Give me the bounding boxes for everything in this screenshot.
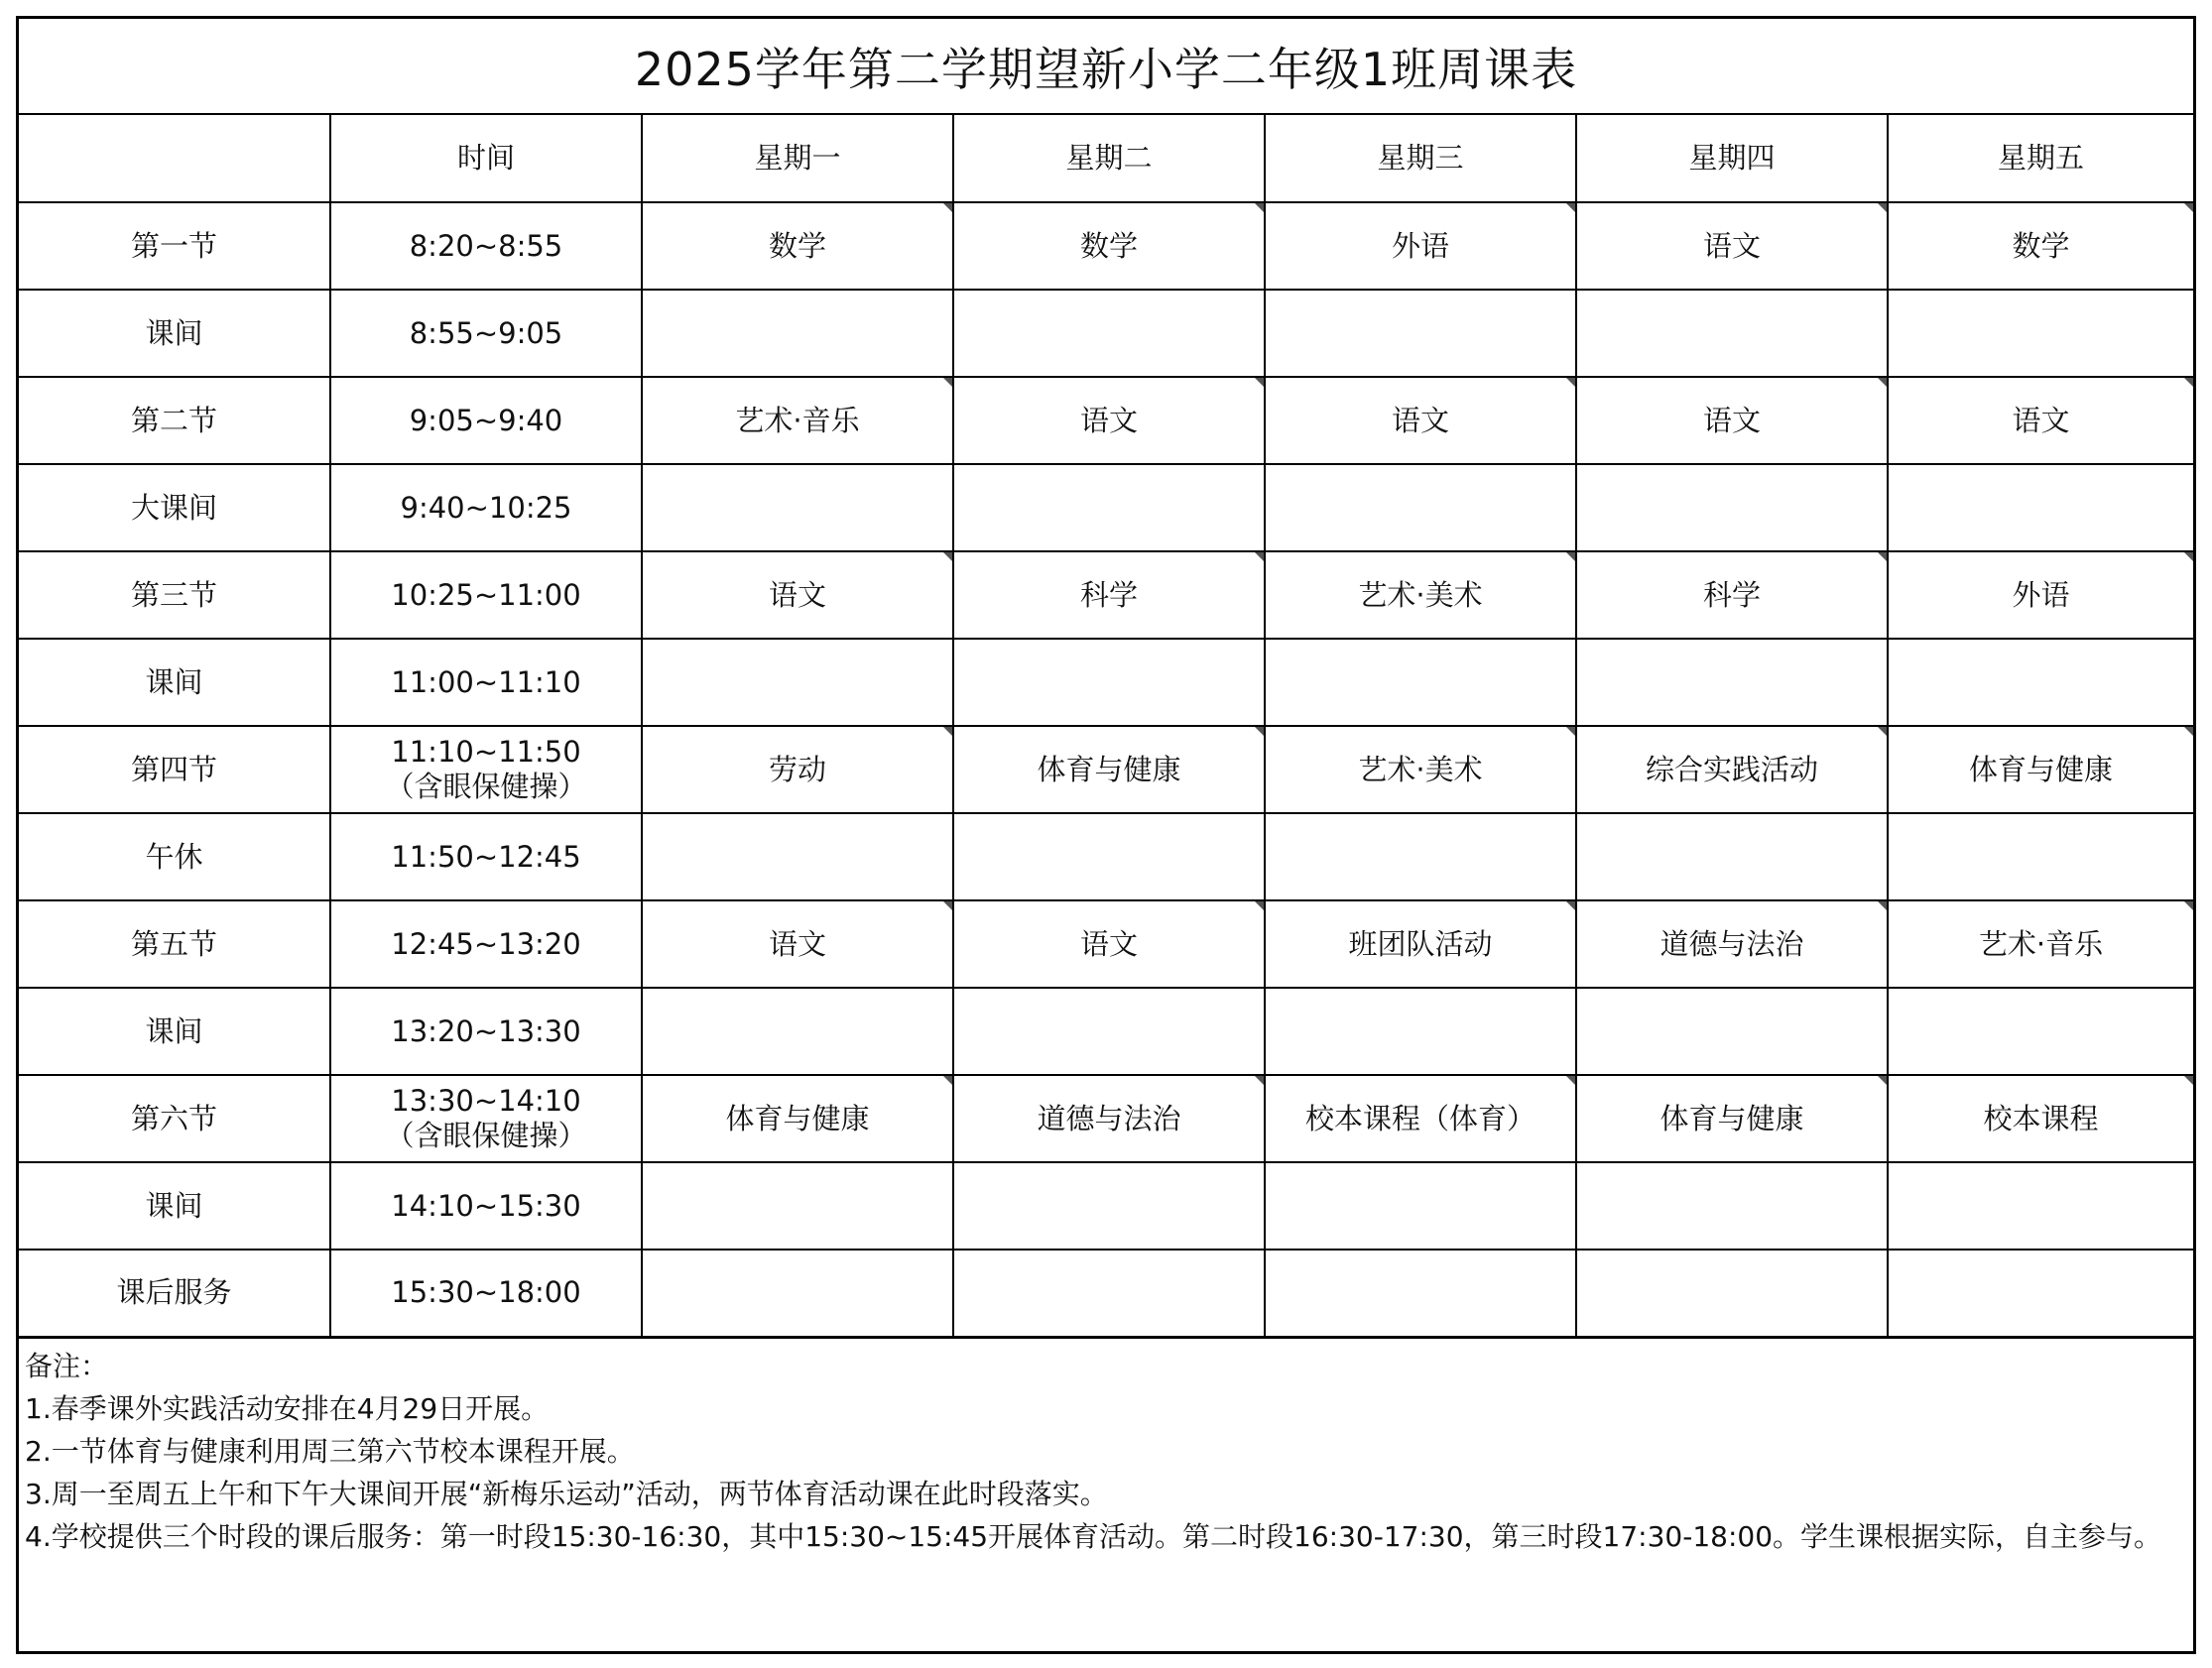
time-cell: [330, 900, 642, 988]
time-cell: [330, 813, 642, 900]
subject-cell: [1888, 639, 2193, 726]
subject-cell: 班团队活动: [1265, 900, 1576, 988]
period-label: 第三节: [19, 551, 330, 639]
subject-cell: [1265, 639, 1576, 726]
time-range: 9:05~9:40: [409, 403, 563, 437]
subject-cell: 语文: [953, 900, 1265, 988]
table-row: [19, 726, 2193, 813]
time-range: 12:45~13:20: [391, 926, 581, 961]
page-title: 2025学年第二学期望新小学二年级1班周课表: [19, 19, 2193, 115]
timetable-sheet: [16, 16, 2196, 1654]
subject-cell: 科学: [1576, 551, 1888, 639]
time-range: 9:40~10:25: [400, 490, 572, 525]
period-label: 午休: [19, 813, 330, 900]
subject-cell: 语文: [1576, 202, 1888, 290]
subject-cell: [1888, 988, 2193, 1075]
time-range: 11:10~11:50: [391, 735, 581, 770]
period-label: 第五节: [19, 900, 330, 988]
time-note: （含眼保健操）: [385, 770, 587, 803]
timetable-grid: [19, 115, 2193, 1339]
period-label: 第六节: [19, 1075, 330, 1162]
subject-cell: 语文: [953, 377, 1265, 464]
period-label: 课间: [19, 290, 330, 377]
time-cell: [330, 726, 642, 813]
table-row: [19, 1162, 2193, 1250]
table-row: [19, 988, 2193, 1075]
subject-cell: [642, 464, 953, 551]
subject-cell: 艺术·美术: [1265, 551, 1576, 639]
table-row: [19, 290, 2193, 377]
subject-cell: 数学: [1888, 202, 2193, 290]
table-row: [19, 900, 2193, 988]
period-label: 第四节: [19, 726, 330, 813]
subject-cell: 道德与法治: [1576, 900, 1888, 988]
header-day: 星期一: [642, 115, 953, 202]
subject-cell: 道德与法治: [953, 1075, 1265, 1162]
subject-cell: [1888, 1250, 2193, 1337]
subject-cell: 语文: [1888, 377, 2193, 464]
header-day: 星期三: [1265, 115, 1576, 202]
subject-cell: 语文: [1265, 377, 1576, 464]
subject-cell: [1888, 813, 2193, 900]
subject-cell: [1576, 1250, 1888, 1337]
subject-cell: [1265, 813, 1576, 900]
table-row: [19, 813, 2193, 900]
subject-cell: [1576, 988, 1888, 1075]
subject-cell: 艺术·音乐: [1888, 900, 2193, 988]
subject-cell: [1265, 1162, 1576, 1250]
subject-cell: 外语: [1888, 551, 2193, 639]
subject-cell: [1576, 290, 1888, 377]
time-cell: [330, 202, 642, 290]
header-row: [19, 115, 2193, 202]
time-cell: [330, 988, 642, 1075]
header-day: 星期二: [953, 115, 1265, 202]
subject-cell: 体育与健康: [953, 726, 1265, 813]
note-item: 1.春季课外实践活动安排在4月29日开展。: [25, 1392, 550, 1425]
time-cell: [330, 639, 642, 726]
time-cell: [330, 1075, 642, 1162]
table-row: [19, 1075, 2193, 1162]
subject-cell: 校本课程（体育）: [1265, 1075, 1576, 1162]
subject-cell: 体育与健康: [1888, 726, 2193, 813]
note-item: 4.学校提供三个时段的课后服务：第一时段15:30-16:30，其中15:30~15:45开展体育活动。第二时段16:30-17:30，第三时段17:30-18:00。学生课根据实际，自主参与。: [25, 1520, 2162, 1553]
time-cell: [330, 1162, 642, 1250]
subject-cell: 劳动: [642, 726, 953, 813]
subject-cell: [953, 813, 1265, 900]
table-row: [19, 1250, 2193, 1337]
note-item: 3.周一至周五上午和下午大课间开展“新梅乐运动”活动，两节体育活动课在此时段落实。: [25, 1478, 1108, 1510]
time-range: 15:30~18:00: [391, 1275, 581, 1310]
time-note: （含眼保健操）: [385, 1119, 587, 1152]
period-label: 第一节: [19, 202, 330, 290]
subject-cell: [1576, 1162, 1888, 1250]
subject-cell: 数学: [642, 202, 953, 290]
subject-cell: [953, 988, 1265, 1075]
header-day: 星期五: [1888, 115, 2193, 202]
subject-cell: [1265, 1250, 1576, 1337]
subject-cell: 校本课程: [1888, 1075, 2193, 1162]
time-cell: [330, 464, 642, 551]
subject-cell: [1265, 464, 1576, 551]
time-range: 13:20~13:30: [391, 1013, 581, 1048]
subject-cell: [1888, 290, 2193, 377]
time-range: 14:10~15:30: [391, 1188, 581, 1223]
subject-cell: 数学: [953, 202, 1265, 290]
subject-cell: [1576, 464, 1888, 551]
subject-cell: [642, 813, 953, 900]
subject-cell: 综合实践活动: [1576, 726, 1888, 813]
subject-cell: [953, 1162, 1265, 1250]
header-time: 时间: [330, 115, 642, 202]
notes-heading: 备注：: [25, 1350, 109, 1382]
time-range: 10:25~11:00: [391, 577, 581, 612]
period-label: 课后服务: [19, 1250, 330, 1337]
subject-cell: [1888, 1162, 2193, 1250]
subject-cell: [953, 290, 1265, 377]
period-label: 大课间: [19, 464, 330, 551]
time-cell: [330, 377, 642, 464]
subject-cell: 体育与健康: [1576, 1075, 1888, 1162]
notes-section: [19, 1339, 2193, 1558]
header-blank-cell: [19, 115, 330, 202]
period-label: 课间: [19, 639, 330, 726]
subject-cell: 外语: [1265, 202, 1576, 290]
subject-cell: [1576, 813, 1888, 900]
time-range: 11:00~11:10: [391, 664, 581, 699]
table-row: [19, 202, 2193, 290]
time-range: 8:55~9:05: [409, 315, 563, 350]
header-day: 星期四: [1576, 115, 1888, 202]
subject-cell: 科学: [953, 551, 1265, 639]
subject-cell: [1888, 464, 2193, 551]
note-item: 2.一节体育与健康利用周三第六节校本课程开展。: [25, 1435, 635, 1468]
period-label: 课间: [19, 1162, 330, 1250]
table-row: [19, 377, 2193, 464]
period-label: 第二节: [19, 377, 330, 464]
period-label: 课间: [19, 988, 330, 1075]
subject-cell: 语文: [1576, 377, 1888, 464]
time-cell: [330, 290, 642, 377]
subject-cell: [642, 988, 953, 1075]
subject-cell: 体育与健康: [642, 1075, 953, 1162]
subject-cell: [953, 1250, 1265, 1337]
subject-cell: [642, 639, 953, 726]
table-row: [19, 639, 2193, 726]
subject-cell: [1265, 988, 1576, 1075]
time-cell: [330, 1250, 642, 1337]
time-cell: [330, 551, 642, 639]
table-row: [19, 551, 2193, 639]
subject-cell: [642, 1250, 953, 1337]
subject-cell: 语文: [642, 900, 953, 988]
subject-cell: 语文: [642, 551, 953, 639]
subject-cell: 艺术·美术: [1265, 726, 1576, 813]
time-range: 8:20~8:55: [409, 228, 563, 263]
subject-cell: [953, 639, 1265, 726]
subject-cell: [953, 464, 1265, 551]
table-row: [19, 464, 2193, 551]
subject-cell: [642, 1162, 953, 1250]
time-range: 11:50~12:45: [391, 839, 581, 874]
subject-cell: [1265, 290, 1576, 377]
subject-cell: [642, 290, 953, 377]
subject-cell: [1576, 639, 1888, 726]
subject-cell: 艺术·音乐: [642, 377, 953, 464]
time-range: 13:30~14:10: [391, 1084, 581, 1119]
